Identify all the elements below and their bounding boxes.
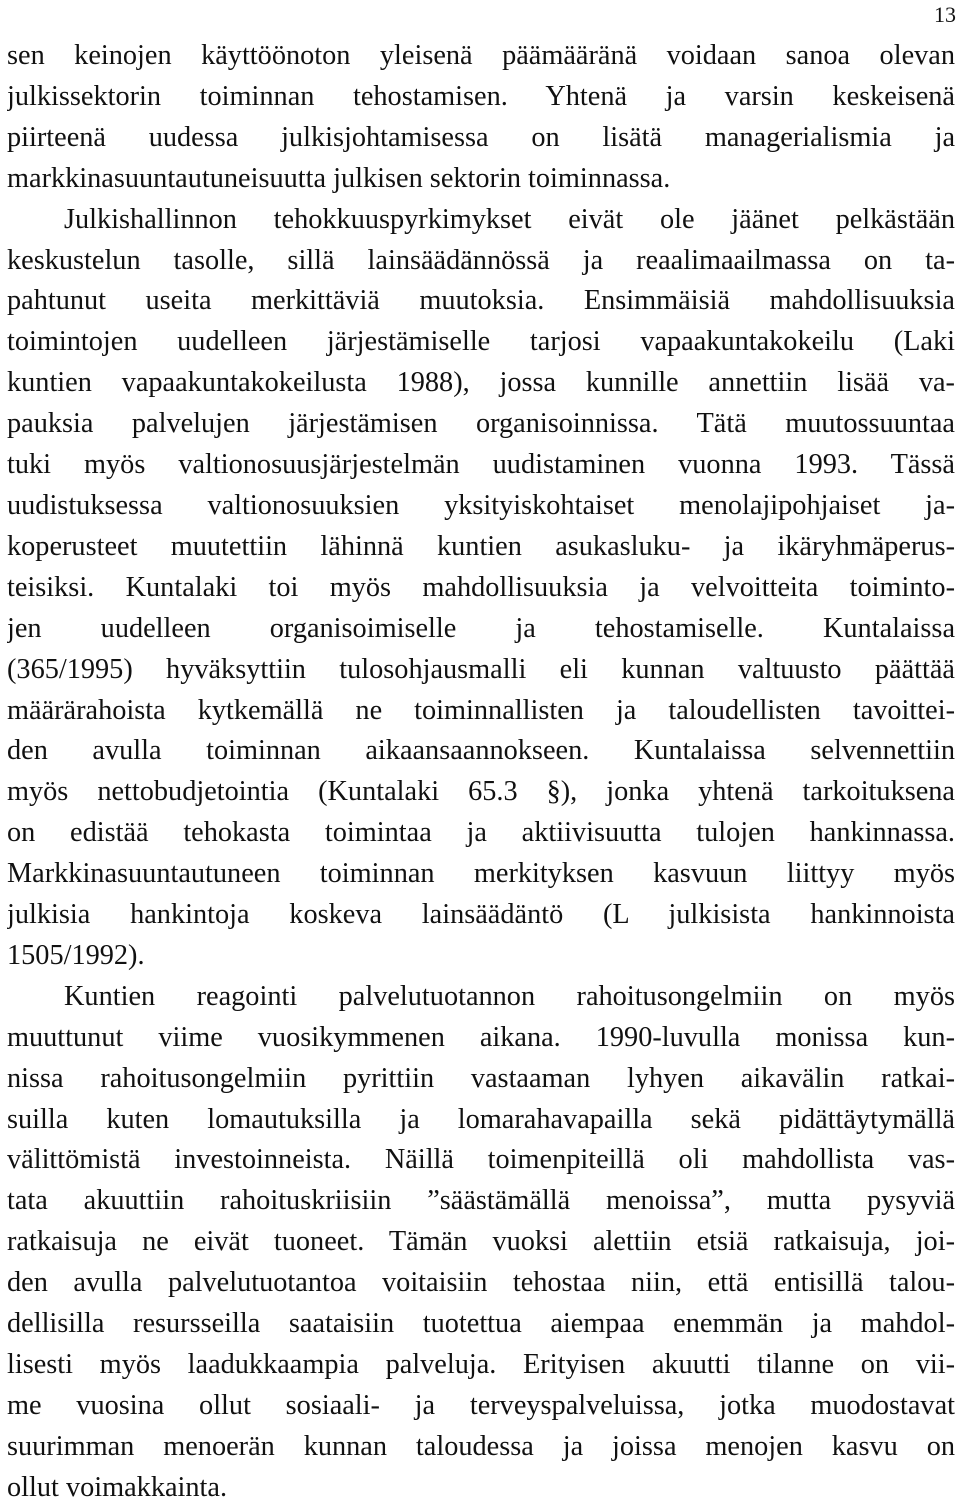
text-line: me vuosina ollut sosiaali- ja terveyspalveluissa, jotka muodostavat xyxy=(7,1389,955,1421)
text-line: suurimman menoerän kunnan taloudessa ja joissa menojen kasvu on xyxy=(7,1430,955,1462)
text-line: toimintojen uudelleen järjestämiselle tarjosi vapaakuntakokeilu (Laki xyxy=(7,326,955,358)
text-line: välittömistä investoinneista. Näillä toimenpiteillä oli mahdollista vas- xyxy=(7,1144,955,1176)
text-line: määrärahoista kytkemällä ne toiminnallisten ja taloudellisten tavoittei- xyxy=(7,694,955,726)
text-line: 1505/1992). xyxy=(7,939,145,971)
text-line: teisiksi. Kuntalaki toi myös mahdollisuuksia ja velvoitteita toiminto- xyxy=(7,571,955,603)
text-line: markkinasuuntautuneisuutta julkisen sektorin toiminnassa. xyxy=(7,162,671,194)
page-number: 13 xyxy=(934,2,956,27)
text-line: kuntien vapaakuntakokeilusta 1988), jossa kunnille annettiin lisää va- xyxy=(7,367,955,399)
paragraph xyxy=(7,977,955,1509)
text-line: jen uudelleen organisoimiselle ja tehostamiselle. Kuntalaissa xyxy=(7,612,955,644)
text-line: muuttunut viime vuosikymmenen aikana. 1990-luvulla monissa kun- xyxy=(7,1021,955,1053)
paragraph xyxy=(7,36,955,977)
text-line: ratkaisuja ne eivät tuoneet. Tämän vuoksi alettiin etsiä ratkaisuja, joi- xyxy=(7,1226,955,1258)
text-line: piirteenä uudessa julkisjohtamisessa on lisätä managerialismia ja xyxy=(7,121,955,153)
text-line: ollut voimakkainta. xyxy=(7,1471,228,1503)
text-line: tuki myös valtionosuusjärjestelmän uudistaminen vuonna 1993. Tässä xyxy=(7,449,955,481)
text-line: den avulla palvelutuotantoa voitaisiin tehostaa niin, että entisillä talou- xyxy=(7,1267,955,1299)
text-line: lisesti myös laadukkaampia palveluja. Erityisen akuutti tilanne on vii- xyxy=(7,1349,955,1380)
text-line: sen keinojen käyttöönoton yleisenä päämääränä voidaan sanoa olevan xyxy=(7,40,955,71)
text-line: Markkinasuuntautuneen toiminnan merkityksen kasvuun liittyy myös xyxy=(7,858,955,890)
text-line: on edistää tehokasta toimintaa ja aktiivisuutta tulojen hankinnassa. xyxy=(7,817,955,849)
text-line: nissa rahoitusongelmiin pyrittiin vastaaman lyhyen aikavälin ratkai- xyxy=(7,1062,955,1094)
text-line: koperusteet muutettiin lähinnä kuntien asukasluku- ja ikäryhmäperus- xyxy=(7,530,955,562)
text-line: den avulla toiminnan aikaansaannokseen. Kuntalaissa selvennettiin xyxy=(7,735,955,767)
text-line: julkissektorin toiminnan tehostamisen. Yhtenä ja varsin keskeisenä xyxy=(7,80,955,112)
body-text xyxy=(7,36,955,1509)
text-line: dellisilla resursseilla saataisiin tuotettua aiempaa enemmän ja mahdol- xyxy=(7,1308,955,1340)
text-line: Kuntien reagointi palvelutuotannon rahoitusongelmiin on myös xyxy=(64,980,955,1012)
text-line: (365/1995) hyväksyttiin tulosohjausmalli eli kunnan valtuusto päättää xyxy=(7,653,955,685)
text-line: julkisia hankintoja koskeva lainsäädäntö (L julkisista hankinnoista xyxy=(7,899,955,931)
text-line: keskustelun tasolle, sillä lainsäädännössä ja reaalimaailmassa on ta- xyxy=(7,244,955,276)
text-line: pauksia palvelujen järjestämisen organisoinnissa. Tätä muutossuuntaa xyxy=(7,408,955,440)
text-line: myös nettobudjetointia (Kuntalaki 65.3 §), jonka yhtenä tarkoituksena xyxy=(7,776,955,808)
text-line: suilla kuten lomautuksilla ja lomarahavapailla sekä pidättäytymällä xyxy=(7,1103,955,1135)
text-line: uudistuksessa valtionosuuksien yksityiskohtaiset menolajipohjaiset ja- xyxy=(7,489,955,521)
text-line: pahtunut useita merkittäviä muutoksia. Ensimmäisiä mahdollisuuksia xyxy=(7,285,955,317)
text-line: Julkishallinnon tehokkuuspyrkimykset eivät ole jäänet pelkästään xyxy=(64,203,955,235)
text-line: tata akuuttiin rahoituskriisiin ”säästämällä menoissa”, mutta pysyviä xyxy=(7,1185,955,1217)
